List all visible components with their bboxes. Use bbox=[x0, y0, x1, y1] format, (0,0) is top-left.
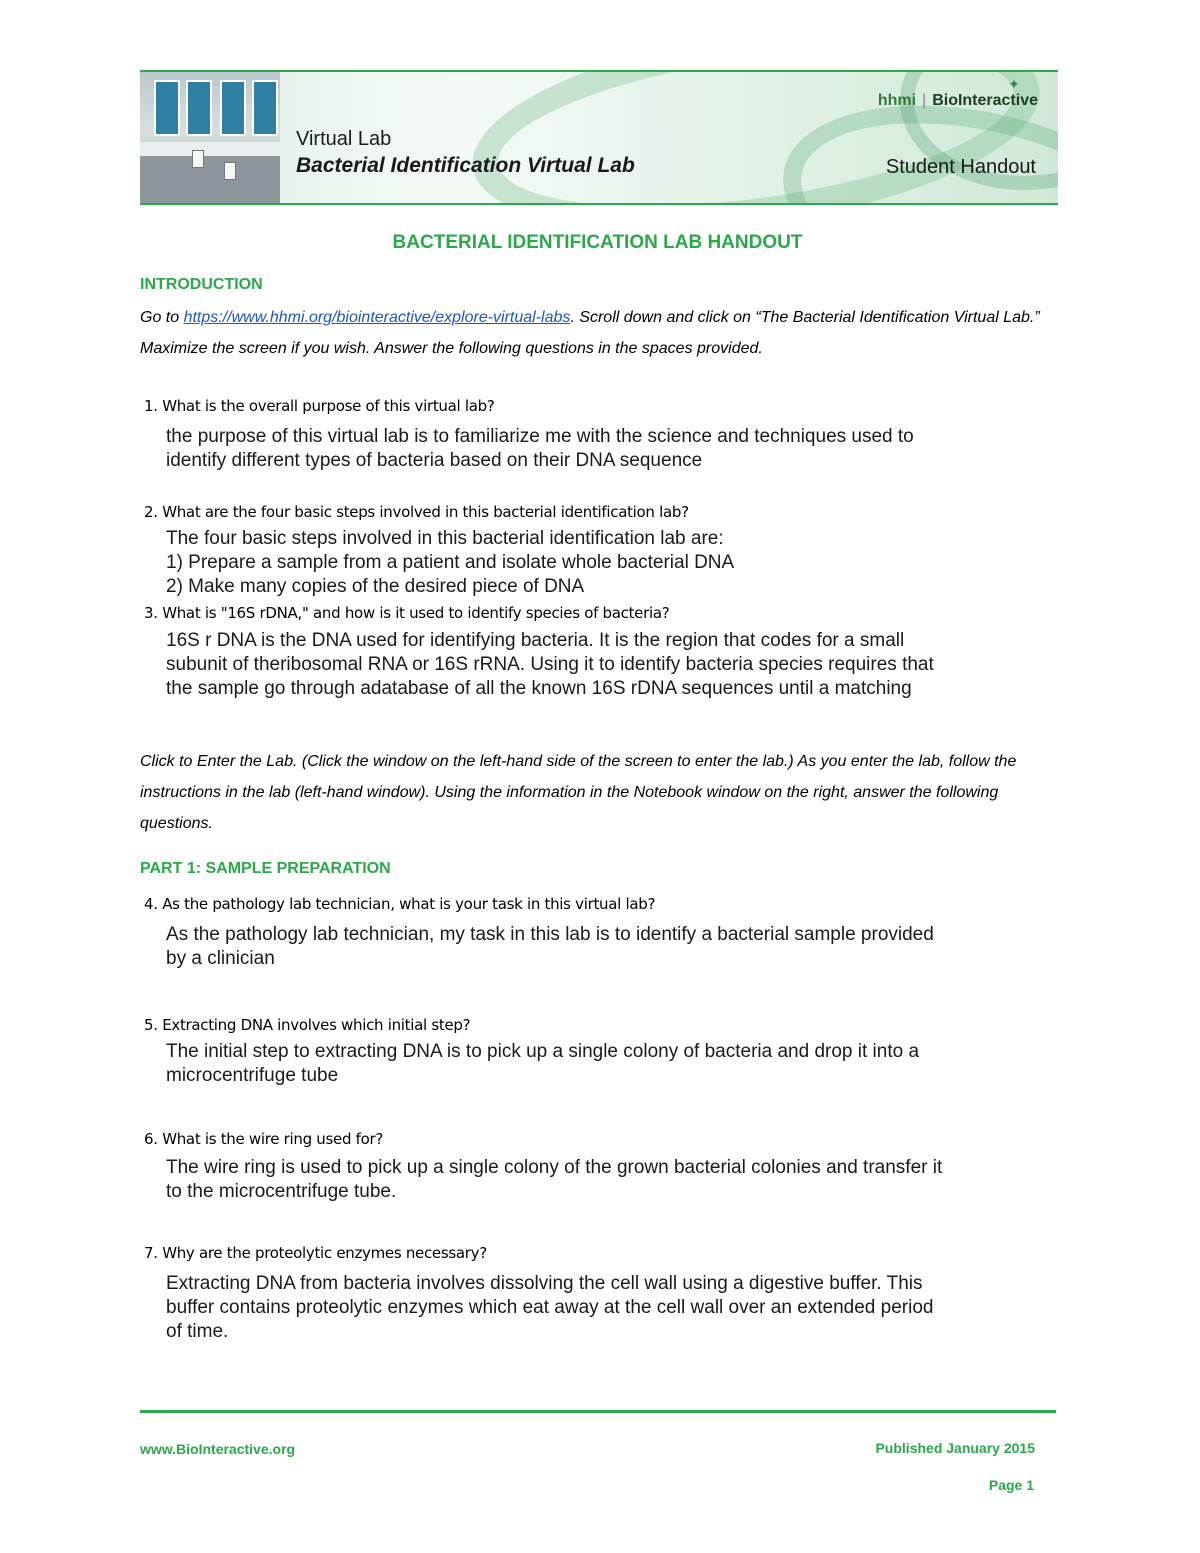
lab-window-shape bbox=[186, 80, 212, 136]
introduction-paragraph bbox=[140, 302, 1060, 364]
answer-line: by a clinician bbox=[166, 948, 275, 969]
question-1 bbox=[144, 397, 495, 415]
answer-line: The initial step to extracting DNA is to pick up a single colony of bacteria and drop it into a bbox=[166, 1041, 920, 1062]
student-handout-label: Student Handout bbox=[885, 156, 1036, 178]
footer-published-date: Published January 2015 bbox=[875, 1440, 1035, 1456]
lab-illustration-image bbox=[140, 72, 280, 203]
answer-line: to the microcentrifuge tube. bbox=[166, 1181, 397, 1202]
question-3 bbox=[144, 604, 669, 622]
answer-line: Extracting DNA from bacteria involves dissolving the cell wall using a digestive buffer. This bbox=[166, 1273, 923, 1294]
question-number: 7. bbox=[144, 1244, 158, 1262]
answer-2 bbox=[166, 527, 734, 599]
question-number: 3. bbox=[144, 604, 158, 622]
answer-line: 1) Prepare a sample from a patient and isolate whole bacterial DNA bbox=[166, 552, 735, 573]
lab-counter-shape bbox=[140, 156, 280, 203]
question-5 bbox=[144, 1016, 470, 1034]
beaker-icon bbox=[192, 150, 204, 168]
question-text: As the pathology lab technician, what is your task in this virtual lab? bbox=[162, 895, 656, 913]
footer-page-number: Page 1 bbox=[988, 1477, 1034, 1493]
question-number: 1. bbox=[144, 397, 158, 415]
part1-heading: PART 1: SAMPLE PREPARATION bbox=[140, 860, 391, 877]
answer-line: identify different types of bacteria based on their DNA sequence bbox=[166, 450, 703, 471]
answer-line: buffer contains proteolytic enzymes which eat away at the cell wall over an extended period bbox=[166, 1297, 934, 1318]
answer-5 bbox=[166, 1040, 919, 1088]
question-number: 2. bbox=[144, 503, 158, 521]
answer-line: 2) Make many copies of the desired piece of DNA bbox=[166, 576, 585, 597]
introduction-heading: INTRODUCTION bbox=[140, 276, 263, 293]
logo-biointeractive: BioInteractive bbox=[932, 92, 1038, 109]
enter-lab-instructions: Click to Enter the Lab. (Click the window on the left-hand side of the screen to enter the lab.) As you enter the lab, follow the instructions in the lab (left-hand window). Using the information in the Notebook window on the right, answer the following questions. bbox=[140, 753, 1017, 832]
lab-window-shape bbox=[154, 80, 180, 136]
lab-window-shape bbox=[252, 80, 278, 136]
logo-separator: | bbox=[922, 92, 927, 109]
answer-1 bbox=[166, 425, 914, 473]
answer-line: microcentrifuge tube bbox=[166, 1065, 339, 1086]
banner-title: Bacterial Identification Virtual Lab bbox=[296, 154, 635, 177]
lab-window-shape bbox=[220, 80, 246, 136]
intro-text-before-link: Go to bbox=[140, 309, 184, 326]
question-text: What is the overall purpose of this virtual lab? bbox=[162, 397, 495, 415]
header-banner bbox=[140, 70, 1058, 205]
question-2 bbox=[144, 503, 689, 521]
question-text: What is the wire ring used for? bbox=[162, 1130, 384, 1148]
question-text: Extracting DNA involves which initial step? bbox=[162, 1016, 471, 1034]
question-6 bbox=[144, 1130, 383, 1148]
answer-line: subunit of theribosomal RNA or 16S rRNA. Using it to identify bacteria species requires that bbox=[166, 654, 934, 675]
logo-hhmi: hhmi bbox=[877, 92, 917, 109]
question-number: 6. bbox=[144, 1130, 158, 1148]
question-text: What are the four basic steps involved in this bacterial identification lab? bbox=[162, 503, 689, 521]
question-text: Why are the proteolytic enzymes necessary? bbox=[162, 1244, 487, 1262]
answer-line: the purpose of this virtual lab is to familiarize me with the science and techniques used to bbox=[166, 426, 914, 447]
question-number: 4. bbox=[144, 895, 158, 913]
question-4 bbox=[144, 895, 655, 913]
answer-3 bbox=[166, 629, 934, 701]
page-title: BACTERIAL IDENTIFICATION LAB HANDOUT bbox=[392, 232, 803, 253]
lab-bench-shape bbox=[140, 142, 280, 156]
intro-text-after-link: . Scroll down and click on “The Bacterial Identification Virtual Lab.” Maximize the screen if you wish. Answer the following questions in the spaces provided. bbox=[140, 309, 1040, 357]
answer-4 bbox=[166, 923, 934, 971]
answer-line: The four basic steps involved in this bacterial identification lab are: bbox=[166, 528, 724, 549]
answer-line: the sample go through adatabase of all the known 16S rDNA sequences until a matching bbox=[166, 678, 912, 699]
answer-7 bbox=[166, 1272, 933, 1344]
answer-line: The wire ring is used to pick up a single colony of the grown bacterial colonies and transfer it bbox=[166, 1157, 943, 1178]
question-7 bbox=[144, 1244, 487, 1262]
answer-line: 16S r DNA is the DNA used for identifying bacteria. It is the region that codes for a small bbox=[166, 630, 905, 651]
beaker-icon bbox=[224, 162, 236, 180]
answer-6 bbox=[166, 1156, 942, 1204]
footer-site-link[interactable]: www.BioInteractive.org bbox=[140, 1441, 296, 1457]
banner-subtitle: Virtual Lab bbox=[296, 128, 392, 150]
footer-divider bbox=[140, 1410, 1056, 1413]
question-number: 5. bbox=[144, 1016, 158, 1034]
answer-line: of time. bbox=[166, 1321, 229, 1342]
hhmi-biointeractive-logo bbox=[878, 92, 1038, 110]
virtual-labs-link[interactable]: https://www.hhmi.org/biointeractive/explore-virtual-labs bbox=[183, 309, 571, 326]
question-text: What is "16S rDNA," and how is it used to identify species of bacteria? bbox=[162, 604, 670, 622]
logo-mark-icon: ✦ bbox=[1008, 76, 1020, 92]
answer-line: As the pathology lab technician, my task in this lab is to identify a bacterial sample provided bbox=[166, 924, 934, 945]
